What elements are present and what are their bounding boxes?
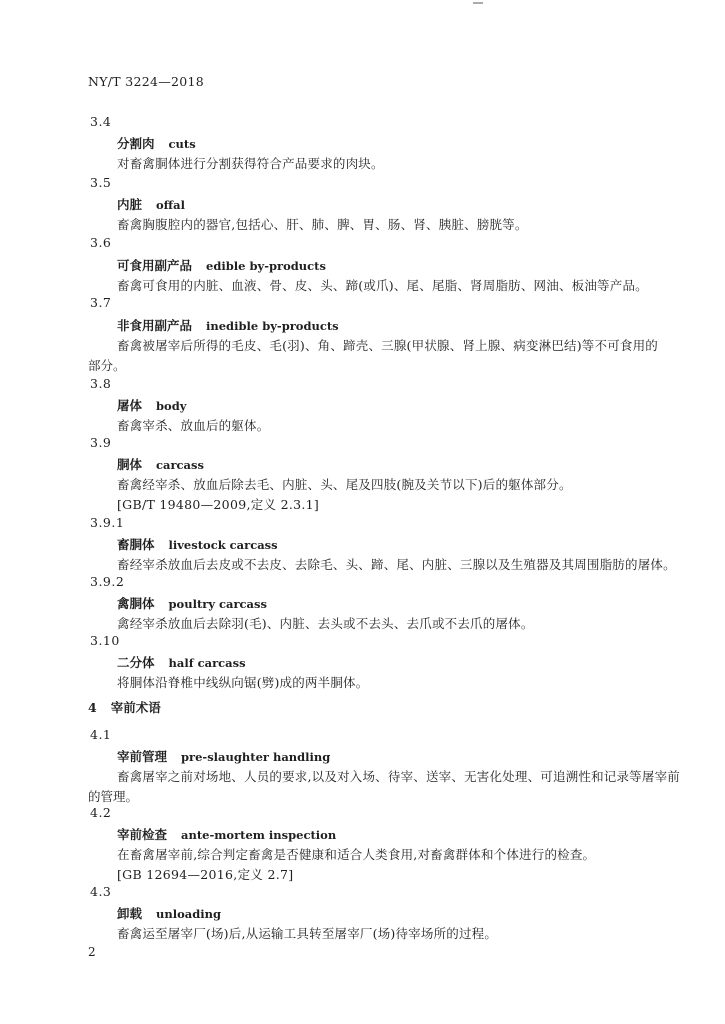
term-definition: 畜禽屠宰之前对场地、人员的要求,以及对入场、待宰、送宰、无害化处理、可追溯性和记录等屠宰前 (117, 769, 680, 784)
term-en: poultry carcass (168, 597, 267, 611)
clause-number: 4.1 (90, 727, 112, 742)
term-en: pre-slaughter handling (181, 750, 331, 764)
term-cn: 屠体 (117, 398, 143, 413)
chapter-heading (88, 698, 161, 716)
term-definition: 对畜禽胴体进行分割获得符合产品要求的肉块。 (117, 156, 384, 171)
clause-number: 4.3 (90, 884, 112, 899)
term-heading (117, 904, 221, 922)
term-heading (117, 594, 267, 612)
term-definition: 畜禽被屠宰后所得的毛皮、毛(羽)、角、蹄壳、三腺(甲状腺、肾上腺、病变淋巴结)等不可食用的 (117, 338, 659, 353)
term-definition: 畜禽宰杀、放血后的躯体。 (117, 418, 270, 433)
clause-number: 3.10 (90, 633, 120, 648)
term-cn: 宰前管理 (117, 749, 168, 764)
term-heading (117, 653, 246, 671)
term-definition: 畜禽运至屠宰厂(场)后,从运输工具转至屠宰厂(场)待宰场所的过程。 (117, 926, 498, 941)
term-en: offal (156, 198, 185, 212)
term-heading (117, 825, 336, 843)
clause-number: 3.8 (90, 376, 112, 391)
term-en: cuts (168, 137, 196, 151)
term-heading (117, 316, 339, 334)
term-cn: 二分体 (117, 655, 155, 670)
clause-number: 3.5 (90, 175, 112, 190)
term-en: carcass (156, 458, 204, 472)
term-cn: 内脏 (117, 197, 143, 212)
clause-number: 4.2 (90, 805, 112, 820)
term-cn: 畜胴体 (117, 537, 155, 552)
term-heading (117, 195, 185, 213)
chapter-number: 4 (88, 700, 97, 715)
term-en: half carcass (168, 656, 246, 670)
clause-number: 3.9.1 (90, 515, 125, 530)
term-heading (117, 396, 186, 414)
term-en: livestock carcass (168, 538, 278, 552)
term-definition: 将胴体沿脊椎中线纵向锯(劈)成的两半胴体。 (117, 675, 369, 690)
term-heading (117, 747, 330, 765)
term-definition: 畜禽可食用的内脏、血液、骨、皮、头、蹄(或爪)、尾、尾脂、肾周脂肪、网油、板油等产品。 (117, 278, 648, 293)
term-cn: 胴体 (117, 457, 143, 472)
clause-number: 3.9 (90, 435, 112, 450)
term-heading (117, 134, 196, 152)
term-definition: 禽经宰杀放血后去除羽(毛)、内脏、去头或不去头、去爪或不去爪的屠体。 (117, 616, 534, 631)
clause-number: 3.6 (90, 235, 112, 250)
term-en: body (156, 399, 187, 413)
term-cn: 宰前检查 (117, 827, 168, 842)
clause-number: 3.4 (90, 114, 112, 129)
term-en: ante-mortem inspection (181, 828, 337, 842)
term-definition: 畜禽经宰杀、放血后除去毛、内脏、头、尾及四肢(腕及关节以下)后的躯体部分。 (117, 477, 572, 492)
term-heading (117, 535, 278, 553)
term-definition-continued: 部分。 (88, 358, 126, 373)
term-heading (117, 256, 326, 274)
term-reference: [GB/T 19480—2009,定义 2.3.1] (117, 497, 320, 512)
term-en: unloading (156, 907, 222, 921)
term-heading (117, 455, 204, 473)
term-en: inedible by-products (206, 319, 339, 333)
term-cn: 非食用副产品 (117, 318, 193, 333)
term-en: edible by-products (206, 259, 326, 273)
page-number: 2 (88, 945, 96, 959)
term-definition: 畜禽胸腹腔内的器官,包括心、肝、肺、脾、胃、肠、肾、胰脏、膀胱等。 (117, 217, 528, 232)
term-cn: 卸载 (117, 906, 143, 921)
term-cn: 禽胴体 (117, 596, 155, 611)
clause-number: 3.9.2 (90, 574, 125, 589)
scan-speck (473, 2, 483, 4)
chapter-title: 宰前术语 (110, 700, 161, 715)
term-cn: 可食用副产品 (117, 258, 193, 273)
standard-number: NY/T 3224—2018 (88, 74, 205, 89)
term-definition-continued: 的管理。 (88, 789, 139, 804)
term-reference: [GB 12694—2016,定义 2.7] (117, 867, 294, 882)
term-definition: 畜经宰杀放血后去皮或不去皮、去除毛、头、蹄、尾、内脏、三腺以及生殖器及其周围脂肪的屠体。 (117, 557, 676, 572)
clause-number: 3.7 (90, 295, 112, 310)
term-cn: 分割肉 (117, 136, 155, 151)
term-definition: 在畜禽屠宰前,综合判定畜禽是否健康和适合人类食用,对畜禽群体和个体进行的检查。 (117, 847, 596, 862)
